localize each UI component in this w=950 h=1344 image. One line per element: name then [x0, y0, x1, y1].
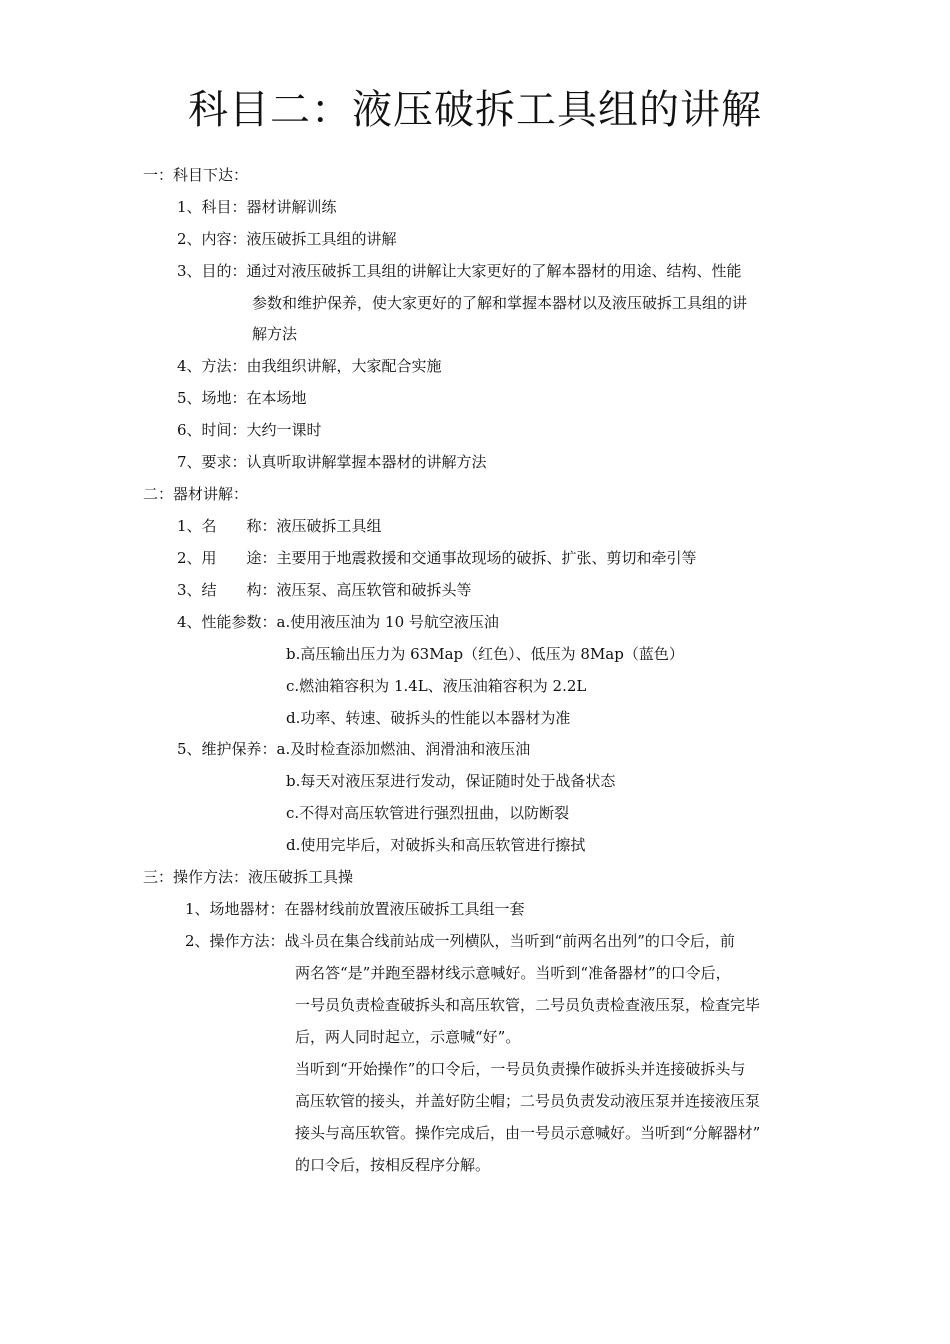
list-item-continuation: 一号员负责检查破拆头和高压软管，二号员负责检查液压泵，检查完毕 — [295, 996, 761, 1014]
list-item: 2、用 途：主要用于地震救援和交通事故现场的破拆、扩张、剪切和牵引等 — [177, 549, 697, 567]
list-item-continuation: b.高压输出压力为 63Map（红色）、低压为 8Map（蓝色） — [286, 645, 684, 663]
list-item-continuation: 高压软管的接头，并盖好防尘帽；二号员负责发动液压泵并连接液压泵 — [295, 1092, 761, 1110]
list-item: 6、时间：大约一课时 — [177, 421, 322, 439]
section-heading-1: 一：科目下达： — [143, 166, 249, 184]
list-item-continuation: c.燃油箱容积为 1.4L、液压油箱容积为 2.2L — [286, 677, 587, 695]
list-item-continuation: 当听到“开始操作”的口令后，一号员负责操作破拆头并连接破拆头与 — [295, 1060, 746, 1078]
list-item-continuation: 参数和维护保养，使大家更好的了解和掌握本器材以及液压破拆工具组的讲 — [252, 294, 748, 312]
list-item: 5、维护保养：a.及时检查添加燃油、润滑油和液压油 — [177, 740, 531, 758]
list-item-continuation: 后，两人同时起立，示意喊“好”。 — [295, 1028, 521, 1046]
list-item: 2、内容：液压破拆工具组的讲解 — [177, 230, 397, 248]
list-item-continuation: c.不得对高压软管进行强烈扭曲，以防断裂 — [286, 804, 570, 822]
list-item: 1、名 称：液压破拆工具组 — [177, 517, 382, 535]
list-item: 2、操作方法：战斗员在集合线前站成一列横队，当听到“前两名出列”的口令后，前 — [185, 932, 735, 950]
list-item: 3、结 构：液压泵、高压软管和破拆头等 — [177, 581, 472, 599]
list-item-continuation: 接头与高压软管。操作完成后，由一号员示意喊好。当听到“分解器材” — [295, 1124, 761, 1142]
list-item: 5、场地：在本场地 — [177, 389, 307, 407]
section-heading-2: 二：器材讲解： — [143, 485, 249, 503]
list-item-continuation: 的口令后，按相反程序分解。 — [295, 1156, 491, 1174]
section-heading-3: 三：操作方法：液压破拆工具操 — [143, 868, 354, 886]
list-item-continuation: d.使用完毕后，对破拆头和高压软管进行擦拭 — [286, 836, 586, 854]
list-item-continuation: d.功率、转速、破拆头的性能以本器材为准 — [286, 709, 571, 727]
document-title: 科目二：液压破拆工具组的讲解 — [188, 87, 762, 133]
list-item-continuation: 两名答“是”并跑至器材线示意喊好。当听到“准备器材”的口令后， — [295, 964, 731, 982]
list-item-continuation: b.每天对液压泵进行发动，保证随时处于战备状态 — [286, 772, 616, 790]
list-item: 4、方法：由我组织讲解，大家配合实施 — [177, 357, 442, 375]
list-item: 1、科目：器材讲解训练 — [177, 198, 337, 216]
list-item: 4、性能参数：a.使用液压油为 10 号航空液压油 — [177, 613, 499, 631]
list-item-continuation: 解方法 — [252, 325, 298, 343]
list-item: 3、目的：通过对液压破拆工具组的讲解让大家更好的了解本器材的用途、结构、性能 — [177, 262, 742, 280]
list-item: 1、场地器材：在器材线前放置液压破拆工具组一套 — [185, 900, 525, 918]
list-item: 7、要求：认真听取讲解掌握本器材的讲解方法 — [177, 453, 487, 471]
